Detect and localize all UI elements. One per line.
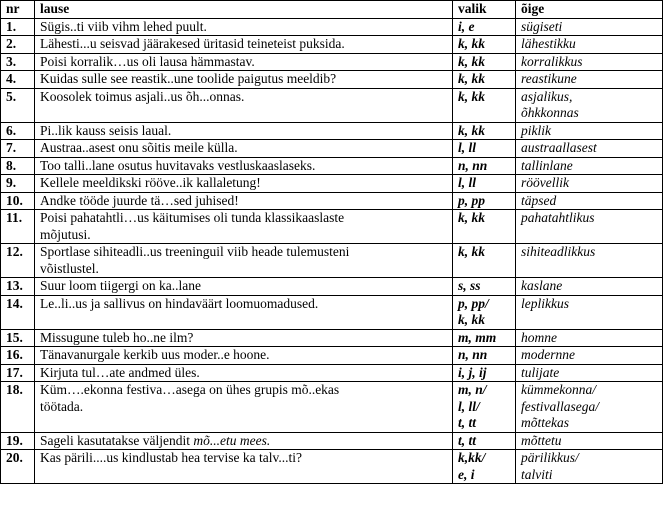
answer-text: pahatahtlikus (521, 210, 595, 225)
table-row (1, 382, 663, 433)
answer-text: kümmekonna/ festivallasega/ mõttekas (521, 382, 599, 430)
row-sentence (35, 175, 453, 193)
row-sentence (35, 36, 453, 54)
row-choice (453, 295, 516, 329)
table-row (1, 450, 663, 484)
row-answer (516, 450, 663, 484)
row-number: 19. (1, 432, 35, 450)
row-number: 14. (1, 295, 35, 329)
table-row (1, 295, 663, 329)
choice-text: l, ll (458, 175, 477, 190)
answer-text: tulijate (521, 364, 560, 380)
sentence-text: Austraa..asest onu sõitis meile külla. (40, 140, 238, 155)
choice-text: n, nn (458, 347, 488, 362)
sentence-text: Too talli..lane osutus huvitavaks vestluskaaslaseks. (40, 157, 316, 173)
choice-text: s, ss (458, 278, 481, 293)
sentence-text: Kuidas sulle see reastik..une toolide paigutus meeldib? (40, 71, 337, 86)
sentence-text: Le..li..us ja sallivus on hindaväärt loomuomadused. (40, 295, 319, 311)
row-number: 5. (1, 88, 35, 122)
sentence-text: Pi..lik kauss seisis laual. (40, 122, 172, 138)
row-sentence (35, 157, 453, 175)
table-row (1, 347, 663, 365)
sentence-text: Kirjuta tul…ate andmed üles. (40, 364, 200, 380)
row-choice (453, 71, 516, 89)
row-sentence (35, 432, 453, 450)
row-answer (516, 295, 663, 329)
sentence-text: Küm….ekonna festiva…asega on ühes grupis mõ..ekas töötada. (40, 382, 340, 414)
answer-text: reastikune (521, 71, 577, 86)
table-row (1, 175, 663, 193)
row-answer (516, 432, 663, 450)
row-choice (453, 432, 516, 450)
table-row (1, 210, 663, 244)
table-row (1, 364, 663, 382)
row-number: 20. (1, 450, 35, 484)
choice-text: i, e (458, 18, 475, 34)
row-number: 1. (1, 18, 35, 36)
sentence-text: Poisi korralik…us oli lausa hämmastav. (40, 53, 255, 69)
row-number: 16. (1, 347, 35, 365)
table-row (1, 432, 663, 450)
choice-text: p, pp (458, 192, 485, 208)
choice-text: t, tt (458, 432, 477, 448)
answer-text: pärilikkus/ talviti (521, 450, 579, 482)
sentence-text: Kellele meeldikski rööve..ik kallaletung! (40, 175, 261, 190)
row-answer (516, 175, 663, 193)
choice-text: p, pp/ k, kk (458, 295, 489, 327)
row-choice (453, 278, 516, 296)
row-answer (516, 244, 663, 278)
row-choice (453, 140, 516, 158)
sentence-text: Kas pärili....us kindlustab hea tervise ka talv...ti? (40, 450, 302, 465)
choice-text: k,kk/ e, i (458, 450, 486, 482)
choice-text: k, kk (458, 122, 485, 138)
row-sentence (35, 18, 453, 36)
row-answer (516, 18, 663, 36)
row-answer (516, 71, 663, 89)
row-number: 12. (1, 244, 35, 278)
sentence-text: Sageli kasutatakse väljendit (40, 432, 194, 448)
answer-text: mõttetu (521, 432, 562, 448)
row-answer (516, 36, 663, 54)
row-sentence (35, 382, 453, 433)
row-number: 3. (1, 53, 35, 71)
row-choice (453, 157, 516, 175)
row-number: 4. (1, 71, 35, 89)
row-choice (453, 175, 516, 193)
answer-text: modernne (521, 347, 575, 362)
sentence-text: Sportlase sihiteadli..us treeninguil viib heade tulemusteni võistlustel. (40, 244, 350, 276)
row-sentence (35, 295, 453, 329)
header-valik: valik (453, 1, 516, 19)
answer-text: korralikkus (521, 53, 583, 69)
row-sentence (35, 450, 453, 484)
table-body (1, 18, 663, 484)
row-answer (516, 382, 663, 433)
header-lause: lause (35, 1, 453, 19)
table-row (1, 88, 663, 122)
table-row (1, 329, 663, 347)
row-sentence (35, 210, 453, 244)
row-answer (516, 347, 663, 365)
row-answer (516, 329, 663, 347)
row-choice (453, 18, 516, 36)
row-number: 9. (1, 175, 35, 193)
table-row (1, 36, 663, 54)
header-row (1, 1, 663, 19)
row-sentence (35, 192, 453, 210)
row-sentence (35, 347, 453, 365)
choice-text: m, mm (458, 329, 497, 345)
row-number: 8. (1, 157, 35, 175)
sentence-text: Missugune tuleb ho..ne ilm? (40, 329, 194, 345)
table-row (1, 192, 663, 210)
table-row (1, 278, 663, 296)
choice-text: k, kk (458, 71, 485, 86)
row-choice (453, 88, 516, 122)
row-number: 7. (1, 140, 35, 158)
answer-text: sügiseti (521, 18, 563, 34)
sentence-text: Suur loom tiigergi on ka..lane (40, 278, 201, 293)
row-choice (453, 36, 516, 54)
row-choice (453, 122, 516, 140)
choice-text: k, kk (458, 53, 485, 69)
row-choice (453, 364, 516, 382)
row-answer (516, 278, 663, 296)
table-row (1, 244, 663, 278)
row-choice (453, 450, 516, 484)
row-choice (453, 329, 516, 347)
table-row (1, 122, 663, 140)
row-choice (453, 53, 516, 71)
row-sentence (35, 329, 453, 347)
row-sentence (35, 88, 453, 122)
row-choice (453, 382, 516, 433)
table-row (1, 18, 663, 36)
choice-text: m, n/ l, ll/ t, tt (458, 382, 487, 430)
row-answer (516, 157, 663, 175)
row-answer (516, 192, 663, 210)
row-answer (516, 210, 663, 244)
choice-text: i, j, ij (458, 364, 487, 380)
row-choice (453, 244, 516, 278)
sentence-text: Sügis..ti viib vihm lehed puult. (40, 18, 207, 34)
answer-text: lähestikku (521, 36, 576, 51)
choice-text: k, kk (458, 88, 485, 104)
table-row (1, 157, 663, 175)
row-number: 11. (1, 210, 35, 244)
row-sentence (35, 53, 453, 71)
answer-text: täpsed (521, 192, 557, 208)
row-sentence (35, 140, 453, 158)
row-answer (516, 364, 663, 382)
row-number: 17. (1, 364, 35, 382)
row-answer (516, 53, 663, 71)
sentence-italic-text: mõ...etu mees. (193, 432, 271, 448)
answer-text: röövellik (521, 175, 569, 190)
row-sentence (35, 71, 453, 89)
row-sentence (35, 122, 453, 140)
header-nr: nr (1, 1, 35, 19)
choice-text: k, kk (458, 244, 485, 259)
answer-text: asjalikus, õhkkonnas (521, 88, 579, 120)
row-number: 13. (1, 278, 35, 296)
row-number: 2. (1, 36, 35, 54)
row-choice (453, 192, 516, 210)
row-choice (453, 210, 516, 244)
table-row (1, 53, 663, 71)
row-answer (516, 88, 663, 122)
sentence-text: Koosolek toimus asjali..us õh...onnas. (40, 88, 245, 104)
choice-text: l, ll (458, 140, 477, 155)
answer-text: homne (521, 329, 557, 345)
sentence-text: Lähesti...u seisvad jäärakesed üritasid teineteist puksida. (40, 36, 345, 51)
answer-text: sihiteadlikkus (521, 244, 596, 259)
table-row (1, 140, 663, 158)
row-answer (516, 122, 663, 140)
choice-text: k, kk (458, 36, 485, 51)
answer-text: kaslane (521, 278, 563, 293)
answer-text: tallinlane (521, 157, 573, 173)
row-choice (453, 347, 516, 365)
row-number: 6. (1, 122, 35, 140)
row-sentence (35, 278, 453, 296)
row-answer (516, 140, 663, 158)
row-sentence (35, 244, 453, 278)
header-oige: õige (516, 1, 663, 19)
sentence-text: Poisi pahatahtli…us käitumises oli tunda klassikaaslaste mõjutusi. (40, 210, 345, 242)
table-row (1, 71, 663, 89)
row-number: 10. (1, 192, 35, 210)
answer-text: austraallasest (521, 140, 597, 155)
row-sentence (35, 364, 453, 382)
answer-text: leplikkus (521, 295, 569, 311)
sentence-text: Tänavanurgale kerkib uus moder..e hoone. (40, 347, 270, 362)
sentence-text: Andke tööde juurde tä…sed juhised! (40, 192, 239, 208)
answer-text: piklik (521, 122, 551, 138)
row-number: 18. (1, 382, 35, 433)
choice-text: k, kk (458, 210, 485, 225)
row-number: 15. (1, 329, 35, 347)
choice-text: n, nn (458, 157, 488, 173)
